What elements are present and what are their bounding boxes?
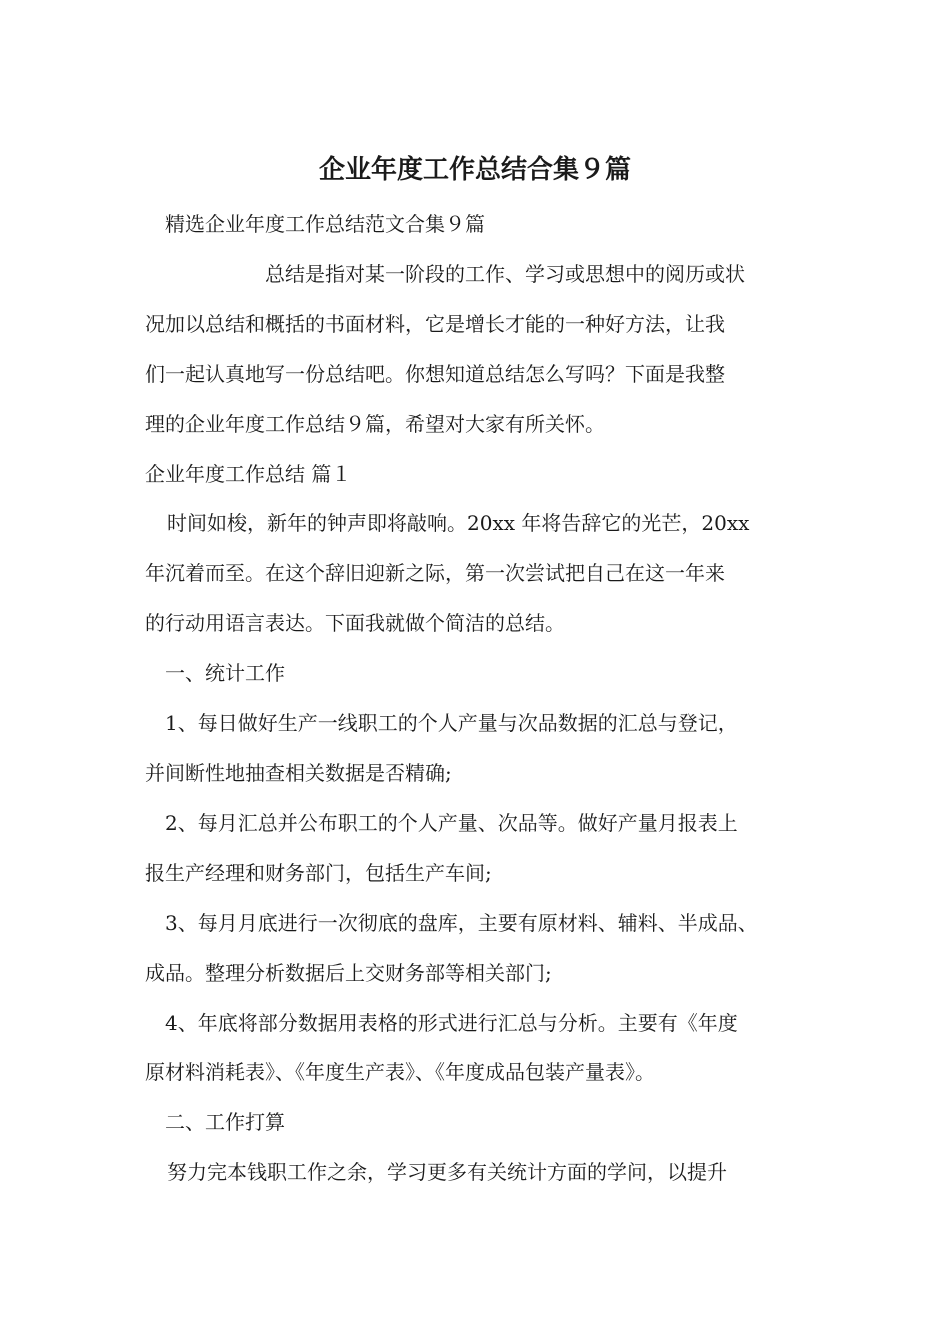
paragraph-line: 况加以总结和概括的书面材料，它是增长才能的一种好方法，让我 (145, 311, 725, 336)
section-heading: 一、统计工作 (165, 661, 285, 686)
list-item-line: 1、每日做好生产一线职工的个人产量与次品数据的汇总与登记， (165, 711, 738, 736)
paragraph-line: 的行动用语言表达。下面我就做个简洁的总结。 (145, 611, 565, 636)
paragraph-line: 时间如梭，新年的钟声即将敲响。20xx 年将告辞它的光芒，20xx (167, 511, 750, 536)
list-item-line: 成品。整理分析数据后上交财务部等相关部门; (145, 960, 552, 985)
list-item-line: 3、每月月底进行一次彻底的盘库，主要有原材料、辅料、半成品、 (165, 910, 758, 935)
list-item-line: 4、年底将部分数据用表格的形式进行汇总与分析。主要有《年度 (165, 1010, 738, 1035)
paragraph-line: 年沉着而至。在这个辞旧迎新之际，第一次尝试把自己在这一年来 (145, 561, 725, 586)
list-item-line: 报生产经理和财务部门，包括生产车间; (145, 860, 492, 885)
list-item-line: 2、每月汇总并公布职工的个人产量、次品等。做好产量月报表上 (165, 810, 738, 835)
paragraph-line: 努力完本钱职工作之余，学习更多有关统计方面的学问，以提升 (167, 1160, 727, 1185)
list-item-line: 并间断性地抽查相关数据是否精确; (145, 760, 452, 785)
document-title: 企业年度工作总结合集９篇 (318, 155, 631, 185)
section-heading: 企业年度工作总结 篇１ (145, 461, 352, 486)
paragraph-line: 总结是指对某一阶段的工作、学习或思想中的阅历或状 (265, 261, 745, 286)
document-body (145, 200, 825, 1198)
list-item-line: 原材料消耗表》、《年度生产表》、《年度成品包装产量表》。 (145, 1060, 655, 1085)
section-heading: 二、工作打算 (165, 1110, 285, 1135)
paragraph-line: 们一起认真地写一份总结吧。你想知道总结怎么写吗？下面是我整 (145, 361, 725, 386)
subtitle-line: 精选企业年度工作总结范文合集９篇 (165, 212, 485, 236)
paragraph-line: 理的企业年度工作总结９篇，希望对大家有所关怀。 (145, 411, 605, 436)
